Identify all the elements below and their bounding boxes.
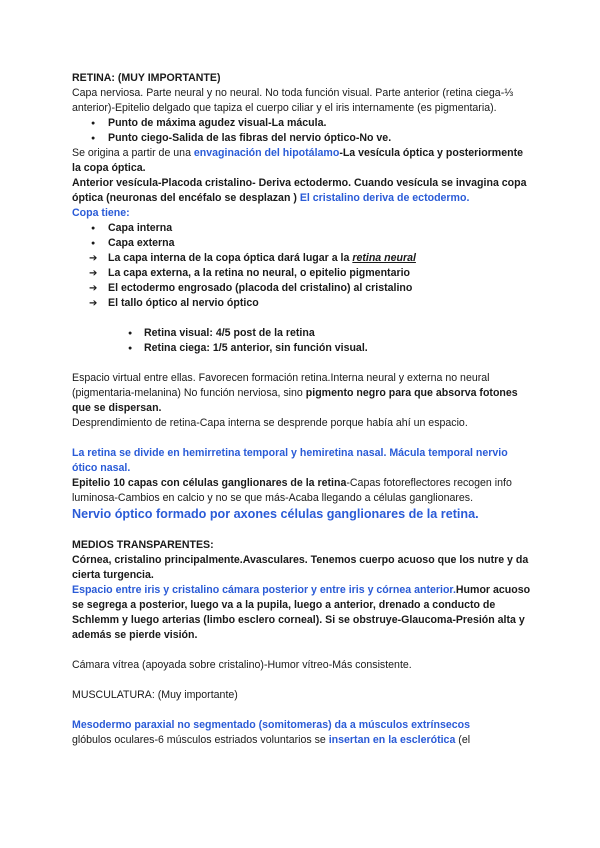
bullet-list-puntos	[72, 116, 534, 146]
heading-retina: RETINA: (MUY IMPORTANTE)	[72, 72, 221, 84]
list-item: ● Capa externa	[72, 236, 534, 251]
paragraph-nervio-optico: Nervio óptico formado por axones células ganglionares de la retina.	[72, 507, 479, 521]
paragraph-mesodermo: Mesodermo paraxial no segmentado (somitomeras) da a músculos extrínsecos	[72, 719, 470, 731]
heading-musculatura: MUSCULATURA: (Muy importante)	[72, 689, 238, 701]
list-item: ➔ El ectodermo engrosado (placoda del cristalino) al cristalino	[72, 281, 534, 296]
document-body	[72, 71, 534, 748]
list-item: ● Capa interna	[72, 221, 534, 236]
paragraph-globulos: glóbulos oculares-6 músculos estriados voluntarios se insertan en la esclerótica (el	[72, 734, 471, 746]
paragraph-origen: Se origina a partir de una envaginación del hipotálamo-La vesícula óptica y posteriormente la copa óptica.	[72, 147, 523, 174]
paragraph-cornea: Córnea, cristalino principalmente.Avasculares. Tenemos cuerpo acuoso que los nutre y da cierta turgencia.	[72, 554, 529, 581]
list-item: ● Punto de máxima agudez visual-La mácula.	[72, 116, 534, 131]
list-item: ● Retina visual: 4/5 post de la retina	[72, 326, 534, 341]
list-item: ● Punto ciego-Salida de las fibras del nervio óptico-No ve.	[72, 131, 534, 146]
paragraph-copa-tiene: Copa tiene:	[72, 207, 130, 219]
paragraph-epitelio: Epitelio 10 capas con células ganglionares de la retina-Capas fotoreflectores recogen info luminosa-Cambios en calcio y no se que más-Acaba llegando a células ganglionares.	[72, 477, 512, 504]
list-item: ● Retina ciega: 1/5 anterior, sin función visual.	[72, 341, 534, 356]
paragraph-humor-acuoso: Espacio entre iris y cristalino cámara posterior y entre iris y córnea anterior.Humor acuoso se segrega a posterior, luego va a la pupila, luego a anterior, drenado a conducto de Schlemm y luego arterias (limbo esclero corneal). Si se obstruye-Glaucoma-Presión alta y además se pierde visión.	[72, 584, 531, 641]
arrow-list	[72, 251, 534, 311]
list-item: ➔ El tallo óptico al nervio óptico	[72, 296, 534, 311]
bullet-list-capas	[72, 221, 534, 251]
paragraph-vesicula: Anterior vesícula-Placoda cristalino- Deriva ectodermo. Cuando vesícula se invagina copa óptica (neuronas del encéfalo se desplazan ) El cristalino deriva de ectodermo.	[72, 177, 527, 204]
paragraph-capa-nerviosa: Capa nerviosa. Parte neural y no neural. No toda función visual. Parte anterior (retina ciega-⅓ anterior)-Epitelio delgado que tapiza el cuerpo ciliar y el iris internamente (es pigmentaria).	[72, 87, 514, 114]
list-item: ➔ La capa externa, a la retina no neural, o epitelio pigmentario	[72, 266, 534, 281]
paragraph-hemirretina: La retina se divide en hemirretina temporal y hemiretina nasal. Mácula temporal nervio ótico nasal.	[72, 447, 508, 474]
list-item: ➔ La capa interna de la copa óptica dará lugar a la retina neural	[72, 251, 534, 266]
paragraph-camara-vitrea: Cámara vítrea (apoyada sobre cristalino)-Humor vítreo-Más consistente.	[72, 659, 412, 671]
heading-medios-transparentes: MEDIOS TRANSPARENTES:	[72, 539, 214, 551]
bullet-list-retina	[72, 326, 534, 356]
paragraph-espacio-virtual: Espacio virtual entre ellas. Favorecen formación retina.Interna neural y externa no neural (pigmentaria-melanina) No función nerviosa, sino pigmento negro para que absorva fotones que se dispersan.	[72, 372, 518, 414]
paragraph-desprendimiento: Desprendimiento de retina-Capa interna se desprende porque había ahí un espacio.	[72, 417, 468, 429]
